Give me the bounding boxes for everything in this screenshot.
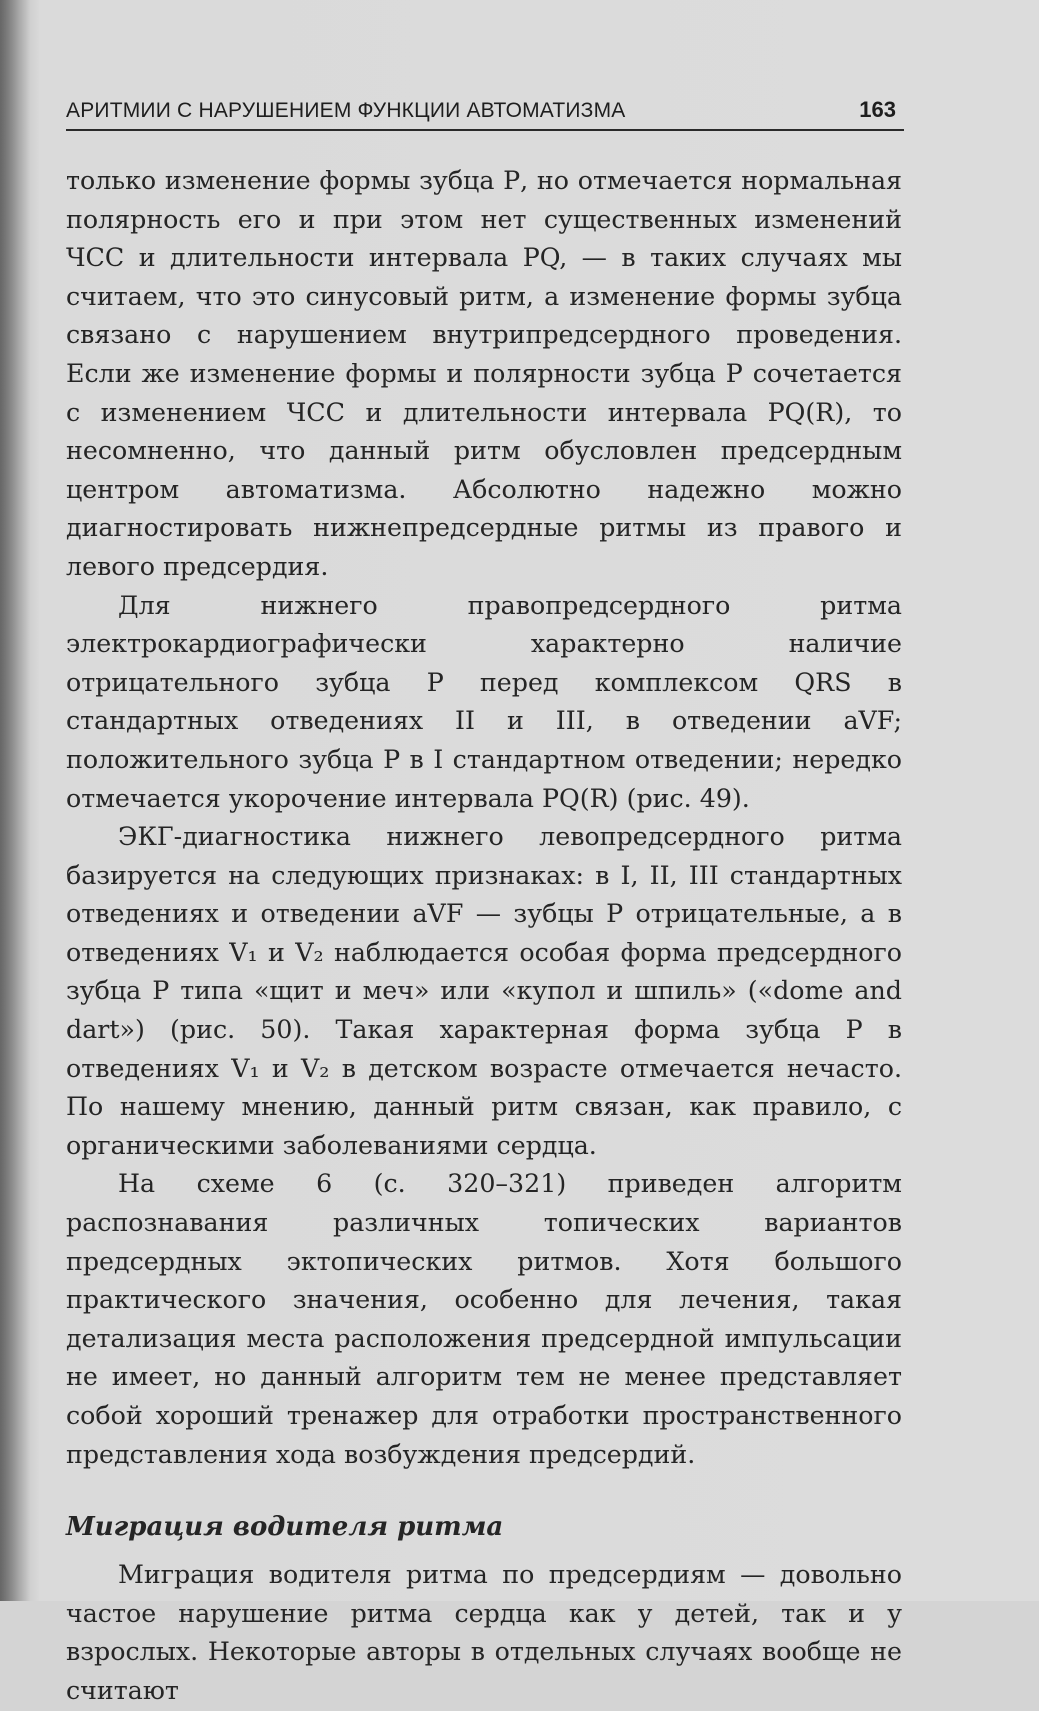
body-text xyxy=(66,162,902,1711)
page-number: 163 xyxy=(859,97,896,122)
paragraph-2: Для нижнего правопредсердного ритма электрокардиографически характерно наличие отрицательного зубца Р перед комплексом QRS в стандартных отведениях II и III, в отведении aVF; положительного зубца Р в I стандартном отведении; нередко отмечается укорочение интервала PQ(R) (рис. 49). xyxy=(66,590,902,813)
paragraph-1: только изменение формы зубца Р, но отмечается нормальная полярность его и при этом нет существенных изменений ЧСС и длительности интервала PQ, — в таких случаях мы считаем, что это синусовый ритм, а изменение формы зубца связано с нарушением внутрипредсердного проведения. Если же изменение формы и полярности зубца Р сочетается с изменением ЧСС и длительности интервала PQ(R), то несомненно, что данный ритм обусловлен предсердным центром автоматизма. Абсолютно надежно можно диагностировать нижнепредсердные ритмы из правого и левого предсердия. xyxy=(66,166,902,581)
paragraph-3: ЭКГ-диагностика нижнего левопредсердного ритма базируется на следующих признаках: в I, II, III стандартных отведениях и отведении aVF — зубцы Р отрицательные, а в отведениях V₁ и V₂ наблюдается особая форма предсердного зубца Р типа «щит и меч» или «купол и шпиль» («dome and dart») (рис. 50). Такая характерная форма зубца Р в отведениях V₁ и V₂ в детском возрасте отмечается нечасто. По нашему мнению, данный ритм связан, как правило, с органическими заболеваниями сердца. xyxy=(66,822,902,1160)
section-paragraph: Миграция водителя ритма по предсердиям — довольно частое нарушение ритма сердца как у детей, так и у взрослых. Некоторые авторы в отдельных случаях вообще не считают xyxy=(66,1560,902,1705)
running-header xyxy=(66,95,904,131)
paragraph-4: На схеме 6 (с. 320–321) приведен алгоритм распознавания различных топических вариантов предсердных эктопических ритмов. Хотя большого практического значения, особенно для лечения, такая детализация места расположения предсердной импульсации не имеет, но данный алгоритм тем не менее представляет собой хороший тренажер для отработки пространственного представления хода возбуждения предсердий. xyxy=(66,1169,902,1469)
section-heading: Миграция водителя ритма xyxy=(66,1512,504,1543)
running-title: АРИТМИИ С НАРУШЕНИЕМ ФУНКЦИИ АВТОМАТИЗМА xyxy=(66,99,626,122)
gutter-shadow xyxy=(0,0,30,1601)
